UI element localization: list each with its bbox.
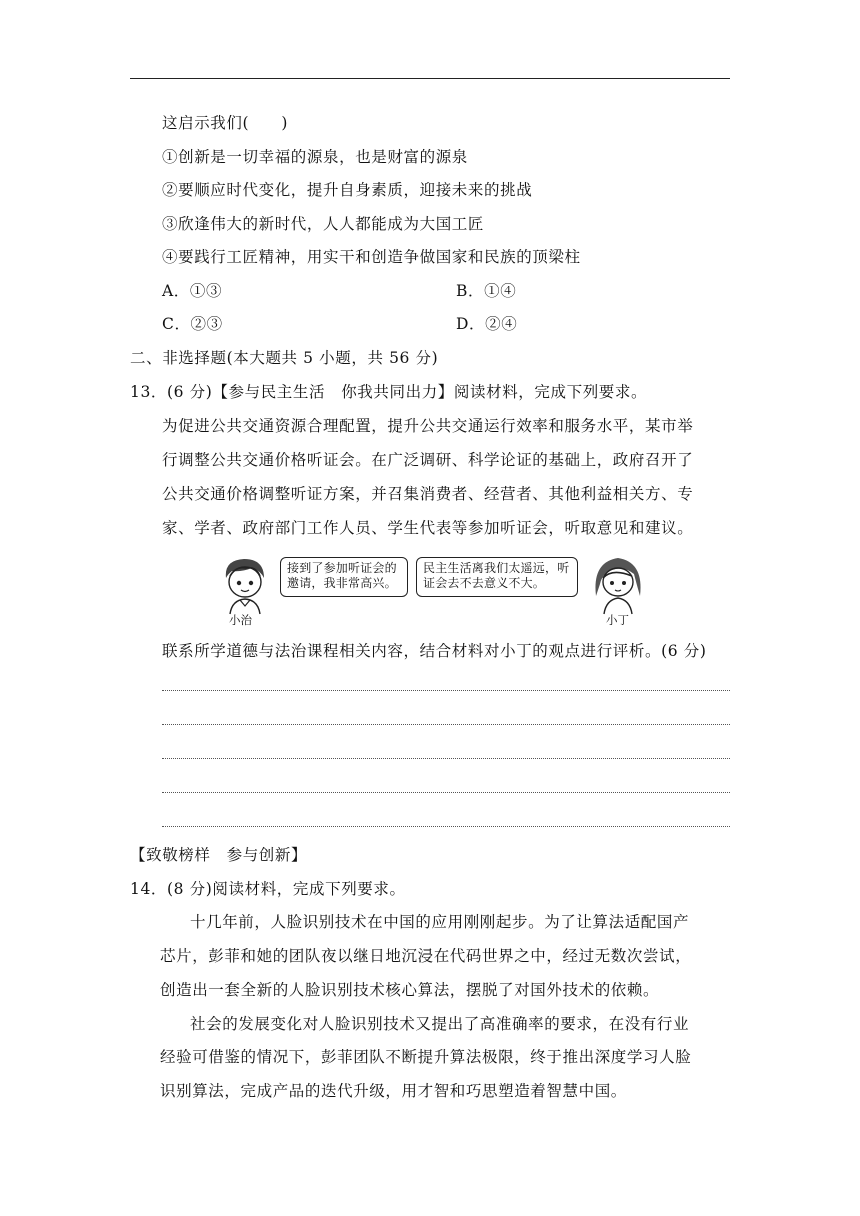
q12-stem-end: 这启示我们( )	[162, 114, 288, 132]
answer-line[interactable]	[162, 792, 730, 793]
q12-option-4: ④要践行工匠精神，用实干和创造争做国家和民族的顶梁柱	[162, 248, 581, 266]
girl-speech-line-1: 民主生活离我们太遥远，听	[423, 561, 570, 575]
answer-line[interactable]	[162, 724, 730, 725]
q13-material-line-3: 公共交通价格调整听证方案，并召集消费者、经营者、其他利益相关方、专	[162, 485, 694, 503]
section-heading: 二、非选择题(本大题共 5 小题，共 56 分)	[130, 349, 439, 367]
q12-option-1: ①创新是一切幸福的源泉，也是财富的源泉	[162, 148, 468, 166]
answer-line[interactable]	[162, 826, 730, 827]
girl-avatar	[588, 552, 648, 616]
boy-speech-line-2: 邀请，我非常高兴。	[287, 576, 397, 590]
q12-choice-a[interactable]: A．①③	[162, 282, 223, 300]
q12-choice-c[interactable]: C．②③	[162, 315, 223, 333]
q13-material-line-1: 为促进公共交通资源合理配置，提升公共交通运行效率和服务水平，某市举	[162, 417, 694, 435]
q14-para2-line-1: 社会的发展变化对人脸识别技术又提出了高准确率的要求，在没有行业	[190, 1015, 690, 1033]
answer-line[interactable]	[162, 758, 730, 759]
girl-name: 小丁	[606, 613, 629, 627]
girl-speech-line-2: 证会去不去意义不大。	[423, 576, 546, 590]
boy-name: 小治	[229, 613, 252, 627]
q14-para2-line-3: 识别算法，完成产品的迭代升级，用才智和巧思塑造着智慧中国。	[160, 1082, 627, 1100]
q12-choice-d[interactable]: D．②④	[456, 315, 518, 333]
q14-para1-line-1: 十几年前，人脸识别技术在中国的应用刚刚起步。为了让算法适配国产	[190, 913, 690, 931]
girl-speech-bubble	[416, 557, 578, 597]
q14-para1-line-3: 创造出一套全新的人脸识别技术核心算法，摆脱了对国外技术的依赖。	[160, 981, 660, 999]
q12-choice-b[interactable]: B．①④	[456, 282, 517, 300]
q12-option-3: ③欣逢伟大的新时代，人人都能成为大国工匠	[162, 215, 485, 233]
q13-prompt: 联系所学道德与法治课程相关内容，结合材料对小丁的观点进行评析。(6 分)	[162, 642, 707, 660]
q12-option-2: ②要顺应时代变化，提升自身素质，迎接未来的挑战	[162, 181, 533, 199]
q13-header: 13．(6 分)【参与民主生活 你我共同出力】阅读材料，完成下列要求。	[130, 383, 648, 401]
header-rule	[130, 78, 730, 79]
q13-material-line-4: 家、学者、政府部门工作人员、学生代表等参加听证会，听取意见和建议。	[162, 519, 694, 537]
q14-para2-line-2: 经验可借鉴的情况下，彭菲团队不断提升算法极限，终于推出深度学习人脸	[160, 1048, 692, 1066]
answer-line[interactable]	[162, 690, 730, 691]
section-title: 【致敬榜样 参与创新】	[130, 846, 308, 864]
q14-header: 14．(8 分)阅读材料，完成下列要求。	[130, 880, 406, 898]
boy-speech-line-1: 接到了参加听证会的	[287, 561, 397, 575]
q13-material-line-2: 行调整公共交通价格听证会。在广泛调研、科学论证的基础上，政府召开了	[162, 451, 694, 469]
q14-para1-line-2: 芯片，彭菲和她的团队夜以继日地沉浸在代码世界之中，经过无数次尝试，	[160, 947, 692, 965]
boy-speech-bubble	[280, 557, 408, 597]
boy-avatar	[216, 554, 276, 616]
